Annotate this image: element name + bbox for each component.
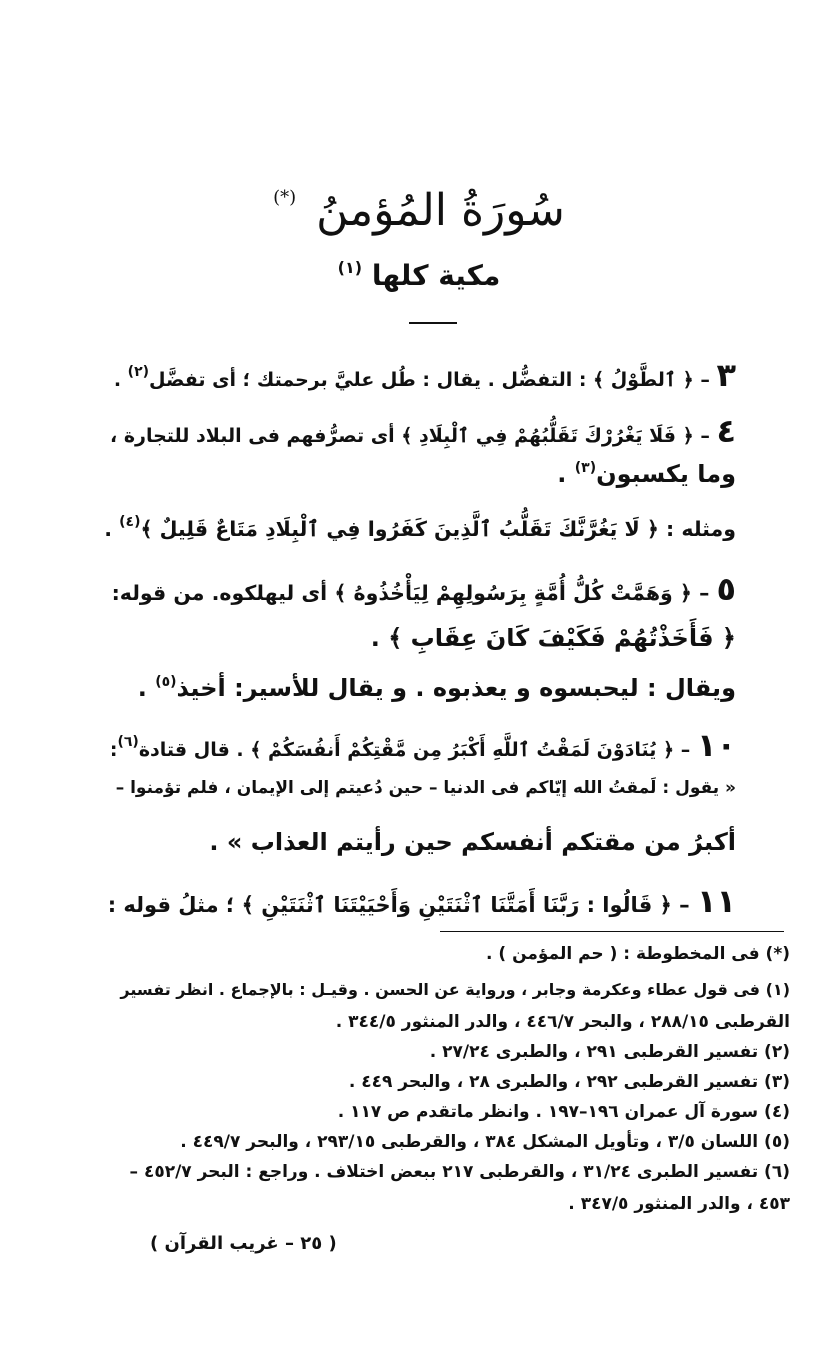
verse-number: ١١ [696, 882, 736, 920]
entry-text: – ﴿ فَلَا يَغْرُرْكَ تَقَلُّبُهُمْ فِي ٱلْبِلَادِ ﴾ أى تصرُّفهم فى البلاد للتجارة ، [109, 425, 710, 447]
entry-line [114, 356, 736, 394]
entry-line [110, 412, 736, 450]
surah-title-note: (*) [273, 187, 297, 208]
entry-end: . [113, 369, 128, 391]
entry-line [104, 514, 736, 541]
verse-number: ١٠ [696, 726, 736, 764]
verse-number: ٣ [716, 356, 736, 394]
footnote-ref: (٥) [155, 674, 177, 690]
surah-subtitle [0, 248, 838, 296]
footnote: (٤) سورة آل عمران ١٩٦–١٩٧ . وانظر ماتقدم ص ١١٧ . [337, 1102, 790, 1122]
footnote: ٤٥٣ ، والدر المنثور ٣٤٧/٥ . [568, 1194, 790, 1214]
page-footer: ( ٢٥ – غريب القرآن ) [150, 1233, 337, 1254]
entry-text: ويقال : ليحبسوه و يعذبوه . و يقال للأسير: أخيذ [176, 674, 736, 702]
entry-end: . [137, 674, 156, 702]
verse-number: ٥ [716, 570, 736, 608]
footnote: القرطبى ٢٨٨/١٥ ، والبحر ٤٤٦/٧ ، والدر المنثور ٣٤٤/٥ . [335, 1012, 790, 1032]
entry-line [110, 726, 736, 764]
entry-text: – ﴿ وَهَمَّتْ كُلُّ أُمَّةٍ بِرَسُولِهِمْ لِيَأْخُذُوهُ ﴾ أى ليهلكوه. من قوله: [111, 581, 710, 605]
entry-line [557, 460, 736, 488]
entry-line [112, 570, 736, 608]
footnote-ref: (٦) [117, 734, 139, 750]
footnote-ref: (٤) [119, 514, 141, 530]
entry-text: – ﴿ يُنَادَوْنَ لَمَقْتُ ٱللَّهِ أَكْبَرُ مِن مَّقْتِكُمْ أَنفُسَكُمْ ﴾ . قال قتادة [138, 739, 691, 761]
entry-text: « يقول : لَمقتُ الله إيّاكم فى الدنيا – حين دُعيتم إلى الإيمان ، فلم تؤمنوا – [115, 778, 736, 798]
footnote: (٣) تفسير القرطبى ٢٩٢ ، والطبرى ٢٨ ، والبحر ٤٤٩ . [348, 1072, 790, 1092]
entry-text: وما يكسبون [596, 460, 736, 488]
entry-text: – ﴿ قَالُوا : رَبَّنَا أَمَتَّنَا ٱثْنَتَيْنِ وَأَحْيَيْتَنَا ٱثْنَتَيْنِ ﴾ ؛ مثلُ قوله : [107, 893, 690, 917]
footnote-ref: (٢) [127, 364, 150, 380]
footnote: (*) فى المخطوطة : ( حم المؤمن ) . [486, 944, 790, 964]
subtitle-note: (١) [337, 258, 363, 277]
footnote-ref: (٣) [574, 460, 597, 476]
surah-title-text: سُورَةُ المُؤمنُ [316, 185, 565, 236]
surah-title [0, 168, 838, 241]
footnote: (٦) تفسير الطبرى ٣١/٢٤ ، والقرطبى ٢١٧ ببعض اختلاف . وراجع : البحر ٤٥٢/٧ – [129, 1162, 790, 1182]
entry-line [138, 674, 736, 702]
entry-text: – ﴿ ٱلطَّوْلُ ﴾ : التفضُّل . يقال : طُل عليَّ برحمتك ؛ أى تفضَّل [149, 369, 710, 391]
footnote-divider [440, 931, 784, 932]
entry-end: . [104, 517, 120, 541]
entry-line [116, 778, 736, 798]
entry-line [108, 882, 736, 920]
entry-text: أكبرُ من مقتكم أنفسكم حين رأيتم العذاب » . [209, 828, 736, 856]
title-divider [409, 322, 457, 324]
entry-line [371, 624, 736, 652]
footnote: (١) فى قول عطاء وعكرمة وجابر ، ورواية عن الحسن . وقيـل : بالإجماع . انظر تفسير [120, 980, 790, 999]
footnote: (٢) تفسير القرطبى ٢٩١ ، والطبرى ٢٧/٢٤ . [429, 1042, 790, 1062]
subtitle-text: مكية كلها [371, 259, 501, 292]
entry-end: . [557, 460, 575, 488]
verse-number: ٤ [716, 412, 736, 450]
footnote: (٥) اللسان ٣/٥ ، وتأويل المشكل ٣٨٤ ، والقرطبى ٢٩٣/١٥ ، والبحر ٤٤٩/٧ . [180, 1132, 790, 1152]
entry-line [209, 828, 736, 856]
entry-text: ﴿ فَأَخَذْتُهُمْ فَكَيْفَ كَانَ عِقَابِ ﴾ . [370, 624, 736, 652]
entry-text: ومثله : ﴿ لَا يَغُرَّنَّكَ تَقَلُّبُ ٱلَّذِينَ كَفَرُوا فِي ٱلْبِلَادِ مَتَاعٌ قَلِيلٌ ﴾ [140, 517, 736, 541]
entry-end: : [109, 739, 118, 761]
